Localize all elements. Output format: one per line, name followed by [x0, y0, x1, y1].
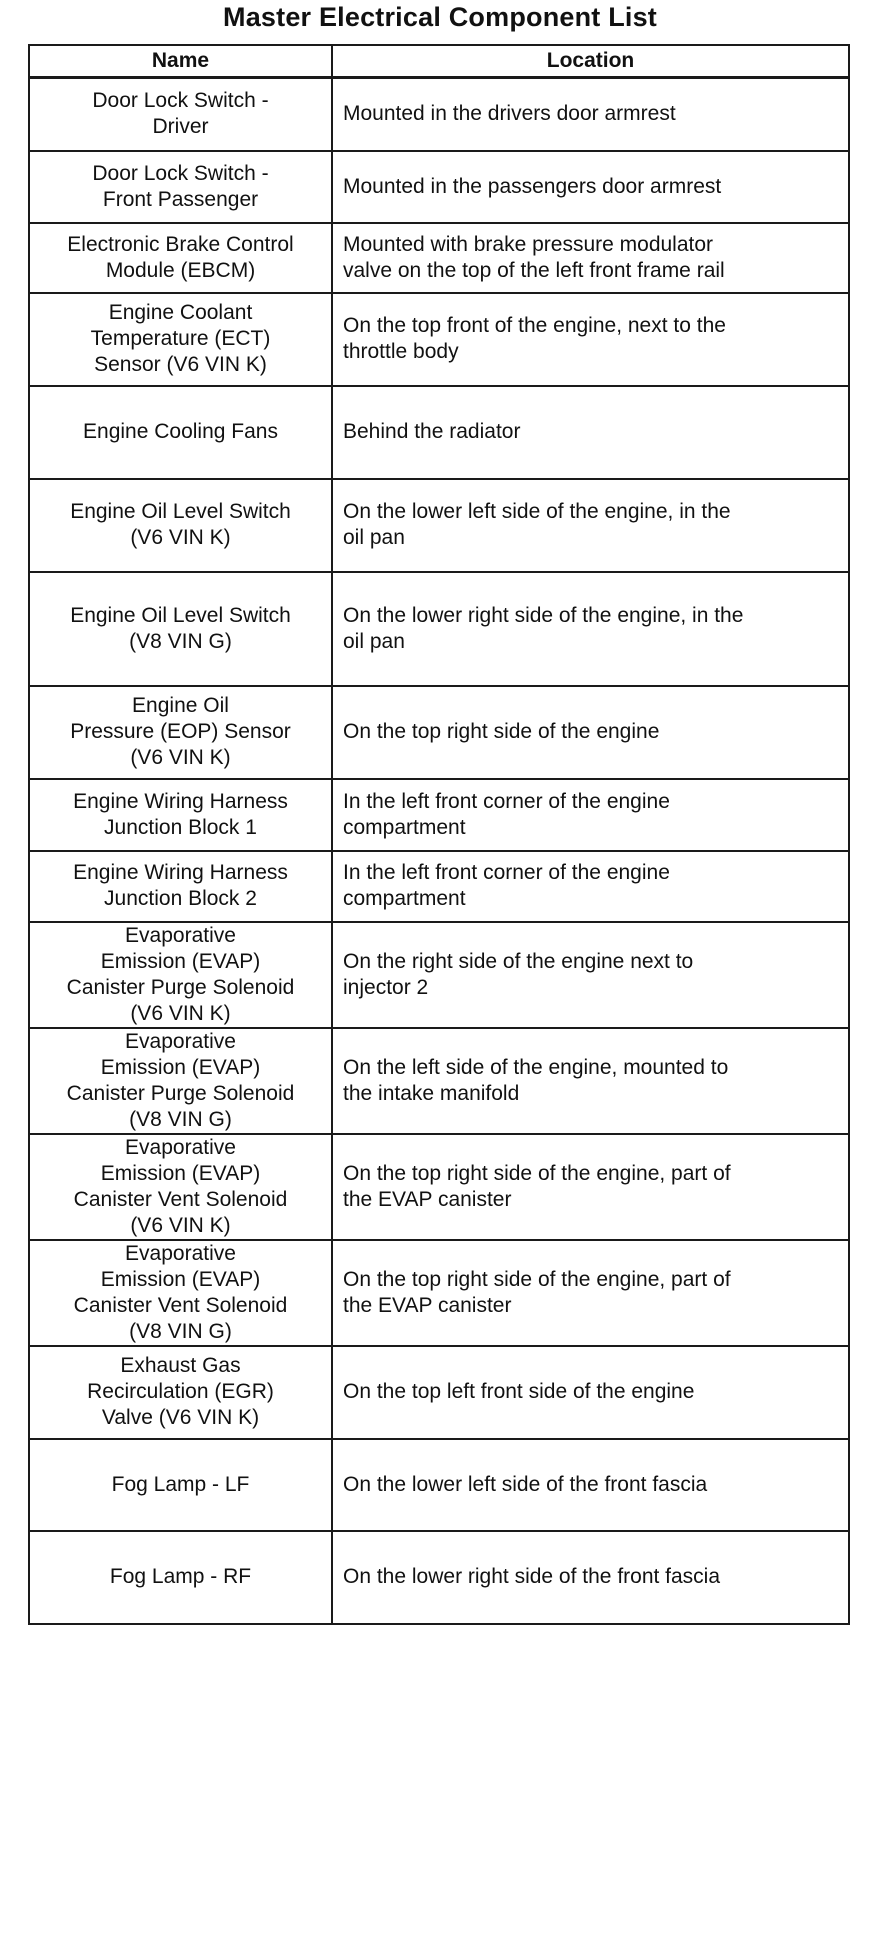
table-row	[29, 572, 849, 686]
component-location: On the left side of the engine, mounted to the intake manifold	[332, 1028, 849, 1134]
component-location: On the top left front side of the engine	[332, 1346, 849, 1439]
component-location: On the lower right side of the engine, in the oil pan	[332, 572, 849, 686]
component-location: Behind the radiator	[332, 386, 849, 479]
table-row	[29, 386, 849, 479]
component-location: Mounted with brake pressure modulator valve on the top of the left front frame rail	[332, 223, 849, 293]
component-location: On the top right side of the engine, part of the EVAP canister	[332, 1134, 849, 1240]
component-name: Fog Lamp - RF	[29, 1531, 332, 1624]
component-name: Engine Wiring Harness Junction Block 1	[29, 779, 332, 851]
component-location: On the top right side of the engine	[332, 686, 849, 779]
table-row	[29, 1240, 849, 1346]
component-location: On the lower right side of the front fascia	[332, 1531, 849, 1624]
component-name: Engine Wiring Harness Junction Block 2	[29, 851, 332, 922]
component-name: Engine Oil Level Switch (V8 VIN G)	[29, 572, 332, 686]
table-row	[29, 1439, 849, 1531]
page-title: Master Electrical Component List	[223, 2, 657, 32]
component-location: On the right side of the engine next to injector 2	[332, 922, 849, 1028]
component-name: Exhaust Gas Recirculation (EGR) Valve (V6 VIN K)	[29, 1346, 332, 1439]
component-name: Evaporative Emission (EVAP) Canister Vent Solenoid (V8 VIN G)	[29, 1240, 332, 1346]
component-name: Engine Oil Level Switch (V6 VIN K)	[29, 479, 332, 572]
component-table	[28, 44, 850, 1625]
table-row	[29, 78, 849, 151]
component-name: Door Lock Switch - Driver	[29, 78, 332, 151]
table-row	[29, 1028, 849, 1134]
component-name: Engine Cooling Fans	[29, 386, 332, 479]
table-row	[29, 1346, 849, 1439]
table-row	[29, 686, 849, 779]
column-header-location: Location	[332, 45, 849, 78]
table-row	[29, 922, 849, 1028]
component-name: Engine Oil Pressure (EOP) Sensor (V6 VIN K)	[29, 686, 332, 779]
component-location: On the lower left side of the front fascia	[332, 1439, 849, 1531]
component-location: In the left front corner of the engine compartment	[332, 779, 849, 851]
component-name: Engine Coolant Temperature (ECT) Sensor (V6 VIN K)	[29, 293, 332, 386]
table-row	[29, 851, 849, 922]
table-row	[29, 223, 849, 293]
component-name: Electronic Brake Control Module (EBCM)	[29, 223, 332, 293]
component-name: Evaporative Emission (EVAP) Canister Purge Solenoid (V8 VIN G)	[29, 1028, 332, 1134]
table-row	[29, 779, 849, 851]
component-name: Evaporative Emission (EVAP) Canister Vent Solenoid (V6 VIN K)	[29, 1134, 332, 1240]
table-row	[29, 1531, 849, 1624]
component-name: Fog Lamp - LF	[29, 1439, 332, 1531]
component-location: Mounted in the drivers door armrest	[332, 78, 849, 151]
component-name: Door Lock Switch - Front Passenger	[29, 151, 332, 223]
table-row	[29, 479, 849, 572]
component-location: Mounted in the passengers door armrest	[332, 151, 849, 223]
component-location: On the top front of the engine, next to the throttle body	[332, 293, 849, 386]
table-row	[29, 293, 849, 386]
component-location: On the top right side of the engine, part of the EVAP canister	[332, 1240, 849, 1346]
component-name: Evaporative Emission (EVAP) Canister Purge Solenoid (V6 VIN K)	[29, 922, 332, 1028]
table-row	[29, 1134, 849, 1240]
component-location: On the lower left side of the engine, in the oil pan	[332, 479, 849, 572]
column-header-name: Name	[29, 45, 332, 78]
table-row	[29, 151, 849, 223]
table-header-row	[29, 45, 849, 78]
component-location: In the left front corner of the engine compartment	[332, 851, 849, 922]
